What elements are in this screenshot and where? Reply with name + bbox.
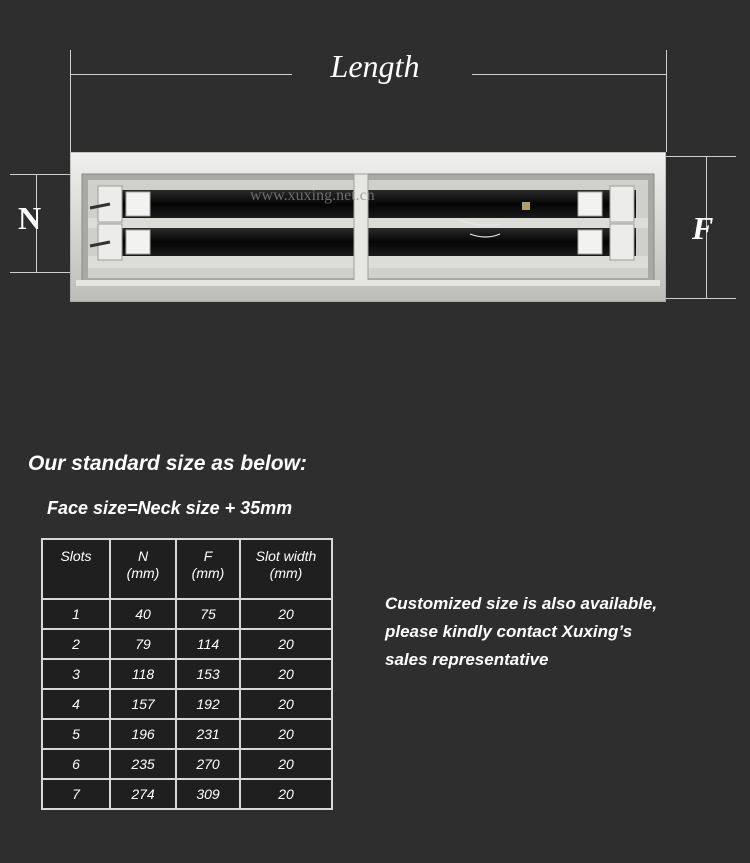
cell-f: 309 [176,779,240,809]
header-n [110,539,176,599]
cell-f: 231 [176,719,240,749]
cell-slots: 5 [42,719,110,749]
cell-f: 114 [176,629,240,659]
table-row [42,599,332,629]
header-slots [42,539,110,599]
n-label: N [18,200,42,236]
table-row [42,719,332,749]
cell-f: 153 [176,659,240,689]
length-dimension-left-tick [70,50,71,152]
cell-slot-width: 20 [240,779,332,809]
header-n-unit: (mm) [126,565,160,581]
cell-slot-width: 20 [240,689,332,719]
watermark-text: www.xuxing.net.cn [250,187,375,204]
cell-slots: 3 [42,659,110,689]
cell-slots: 6 [42,749,110,779]
cell-slots: 4 [42,689,110,719]
header-f [176,539,240,599]
cell-n: 79 [110,629,176,659]
cell-f: 192 [176,689,240,719]
table-header-row [42,539,332,599]
cell-n: 274 [110,779,176,809]
table-row [42,689,332,719]
face-size-formula: Face size=Neck size + 35mm [47,498,293,518]
cell-f: 75 [176,599,240,629]
note-line: sales representative [385,650,549,669]
cell-slot-width: 20 [240,629,332,659]
table-row [42,629,332,659]
cell-n: 196 [110,719,176,749]
length-dimension-right-tick [666,50,667,152]
f-label: F [692,210,714,246]
header-slot-width [240,539,332,599]
header-slot-width-label: Slot width [255,548,317,564]
f-dimension-bottom-tick [666,298,736,299]
cell-slots: 7 [42,779,110,809]
table-row [42,659,332,689]
length-label: Length [330,48,420,84]
note-line: Customized size is also available, [385,594,658,613]
customization-note [385,590,725,674]
header-f-unit: (mm) [191,565,225,581]
length-dimension-line-left [70,74,292,75]
length-dimension-line-right [472,74,666,75]
header-slot-width-unit: (mm) [269,565,303,581]
f-dimension-top-tick [666,156,736,157]
cell-n: 157 [110,689,176,719]
cell-n: 118 [110,659,176,689]
header-f-label: F [203,548,213,564]
cell-slots: 2 [42,629,110,659]
header-slots-label: Slots [60,548,92,564]
table-row [42,779,332,809]
header-n-label: N [137,548,149,564]
cell-slot-width: 20 [240,599,332,629]
cell-slot-width: 20 [240,719,332,749]
cell-f: 270 [176,749,240,779]
size-table [41,538,333,810]
cell-slot-width: 20 [240,749,332,779]
cell-slots: 1 [42,599,110,629]
cell-n: 40 [110,599,176,629]
table-row [42,749,332,779]
cell-slot-width: 20 [240,659,332,689]
standard-size-heading: Our standard size as below: [28,452,307,475]
linear-slot-diffuser-image [70,152,666,302]
note-line: please kindly contact Xuxing’s [385,622,633,641]
cell-n: 235 [110,749,176,779]
